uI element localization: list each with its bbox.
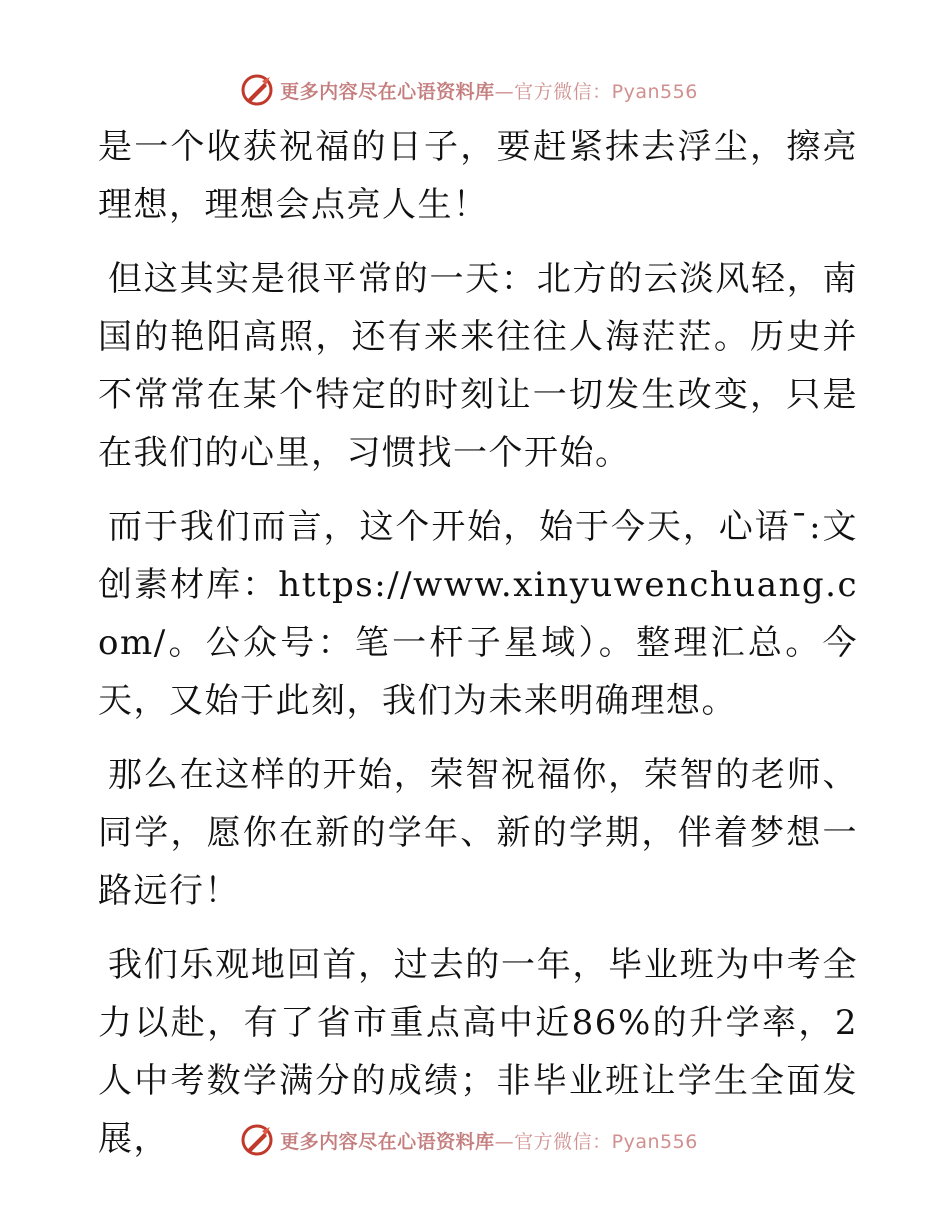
paragraph-3: 而于我们而言，这个开始，始于今天，心语¯:文创素材库：https://www.xinyuwenchuang.com/。公众号：笔一杆子星域）。整理汇总。今天，又始于此刻，我们为未来明确理想。 <box>98 507 858 721</box>
footer-brand-text: 更多内容尽在心语资料库—官方微信：Pyan556 <box>280 1130 698 1153</box>
paragraph-1: 是一个收获祝福的日子，要赶紧抹去浮尘，擦亮理想，理想会点亮人生！ <box>98 127 858 225</box>
paragraph-4: 那么在这样的开始，荣智祝福你，荣智的老师、同学，愿你在新的学年、新的学期，伴着梦想一路远行！ <box>98 755 858 911</box>
paragraph-5: 我们乐观地回首，过去的一年，毕业班为中考全力以赴，有了省市重点高中近86%的升学率，2人中考数学满分的成绩；非毕业班让学生全面发展， <box>98 945 858 1159</box>
quill-logo-icon <box>240 73 274 107</box>
document-body <box>98 118 858 1184</box>
paragraph-2: 但这其实是很平常的一天：北方的云淡风轻，南国的艳阳高照，还有来来往往人海茫茫。历史并不常常在某个特定的时刻让一切发生改变，只是在我们的心里，习惯找一个开始。 <box>98 259 858 473</box>
quill-logo-icon <box>240 1123 274 1157</box>
header-watermark <box>0 70 950 110</box>
header-brand-text: 更多内容尽在心语资料库—官方微信：Pyan556 <box>280 80 698 103</box>
footer-watermark <box>0 1120 950 1160</box>
